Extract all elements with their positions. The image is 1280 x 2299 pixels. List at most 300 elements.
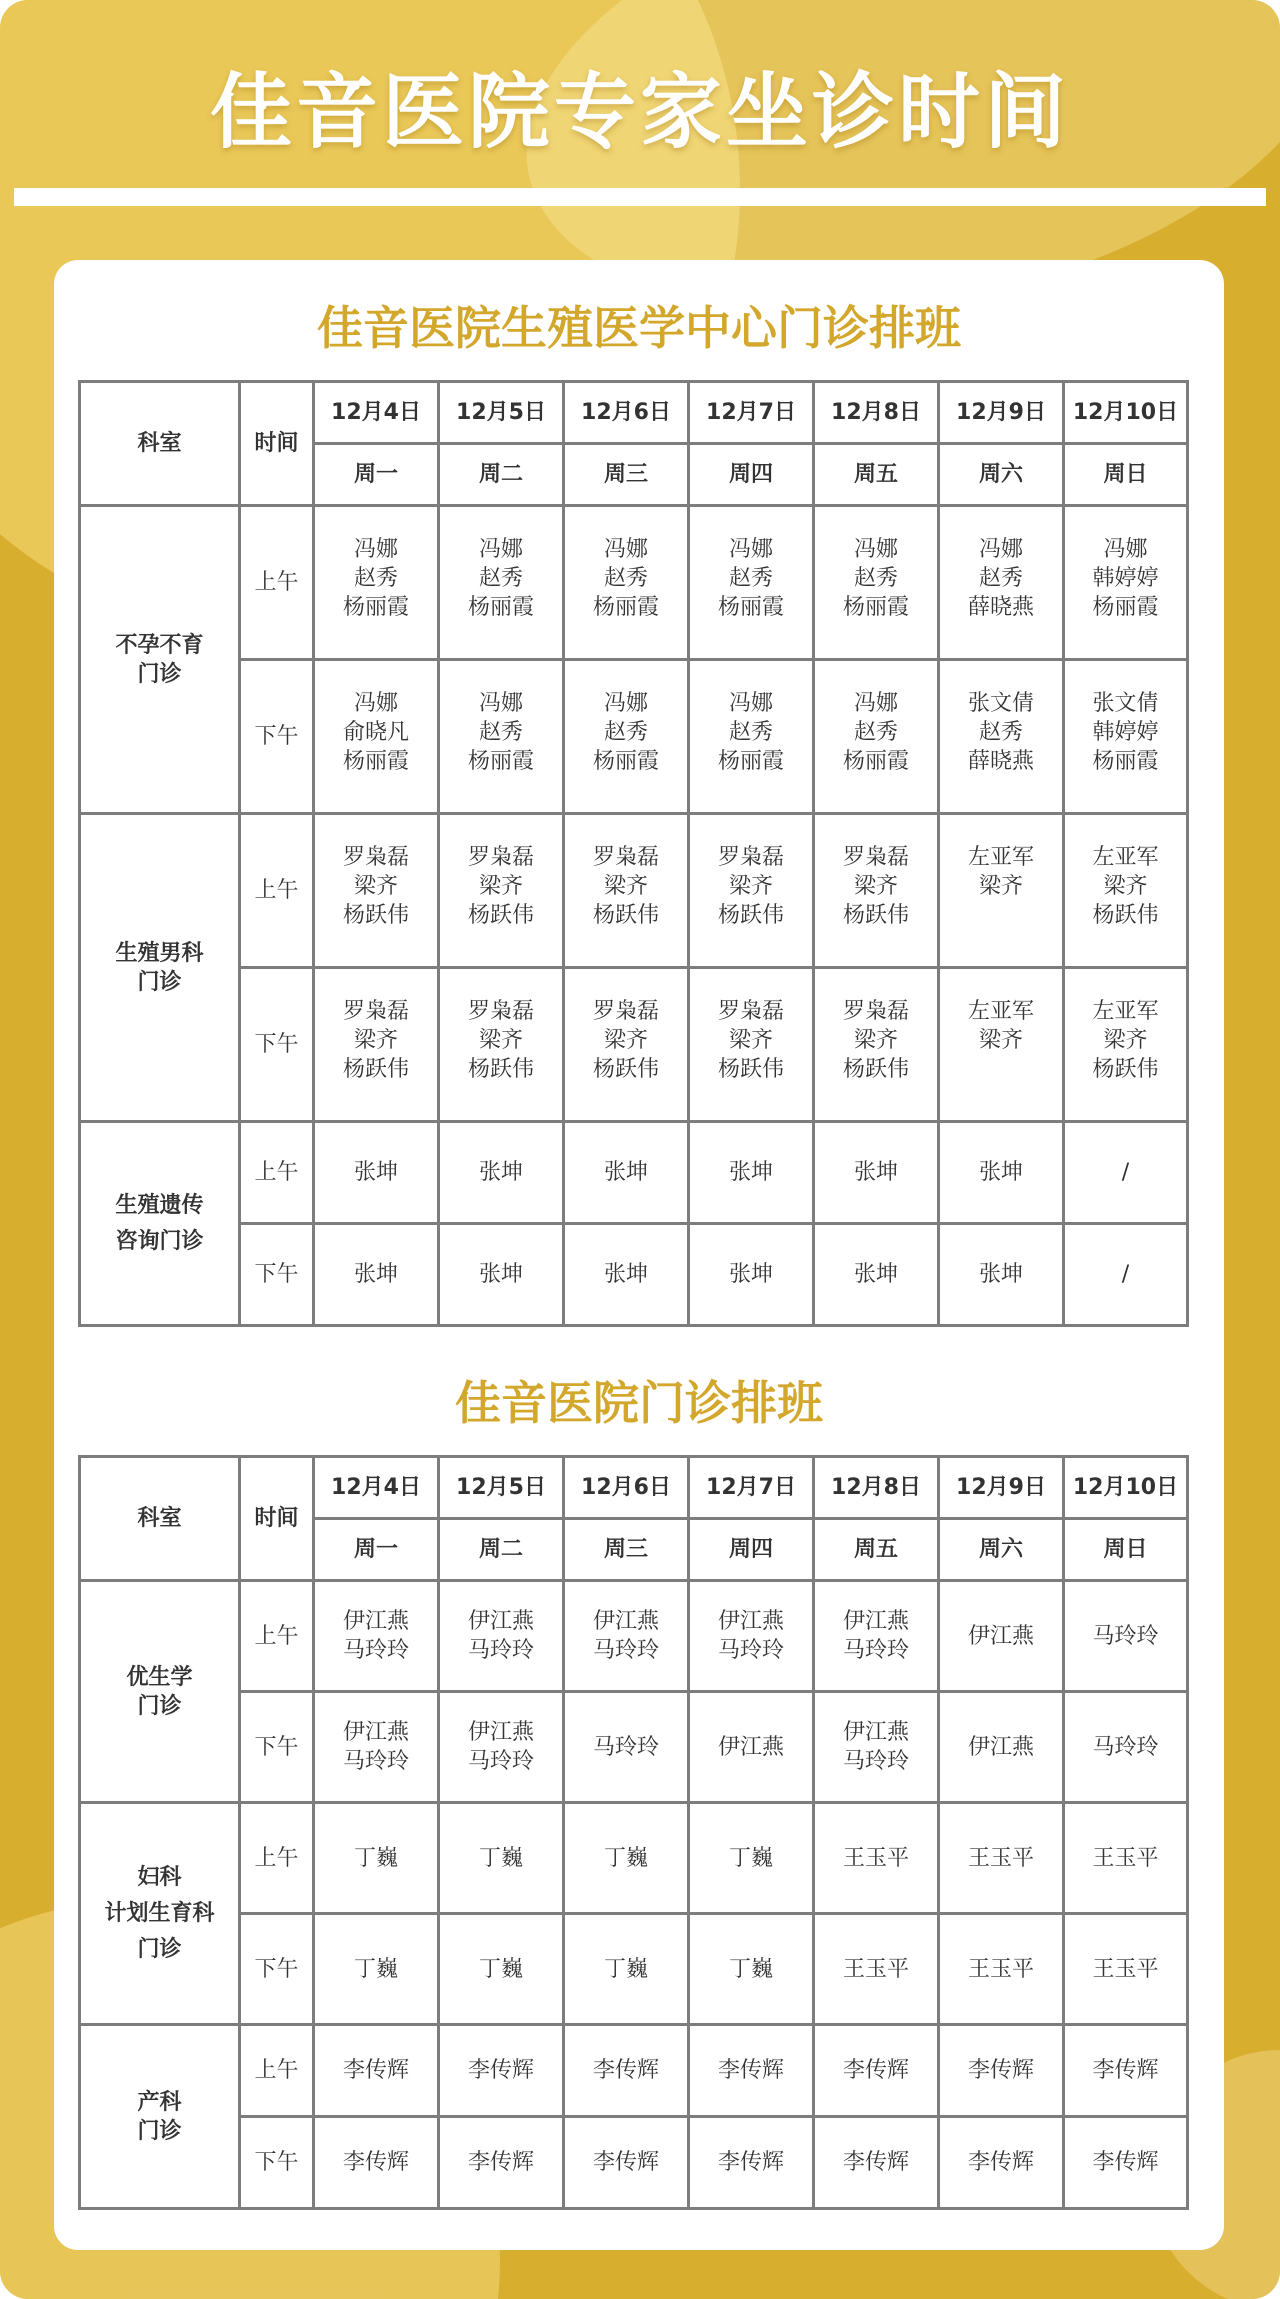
afternoon-label: 下午 [240, 2117, 314, 2209]
doctor-cell [939, 2025, 1064, 2117]
doctor-cell [814, 814, 939, 968]
doctor-cell [564, 1122, 689, 1224]
weekday-header: 周五 [814, 1519, 939, 1581]
doctor-name: 梁齐 [978, 1028, 1023, 1053]
header-divider [14, 188, 1266, 206]
doctor-name: 梁齐 [603, 874, 648, 899]
doctor-cell [1064, 1122, 1188, 1224]
doctor-cell [564, 1914, 689, 2025]
doctor-cell [1064, 1224, 1188, 1326]
doctor-name: 梁齐 [728, 1028, 773, 1053]
doctor-name: 杨跃伟 [342, 1057, 409, 1082]
doctor-name: 罗枭磊 [717, 999, 784, 1024]
doctor-name: 伊江燕 [342, 1720, 409, 1745]
dept-name-cell [80, 2025, 240, 2209]
doctor-cell [689, 814, 814, 968]
table-row [80, 1914, 1188, 2025]
dept-name-line: 产科 [137, 2089, 182, 2115]
morning-label: 上午 [240, 1803, 314, 1914]
dept-name-line: 计划生育科 [104, 1900, 215, 1926]
doctor-name: 梁齐 [478, 874, 523, 899]
doctor-name: 丁巍 [728, 1845, 773, 1871]
doctor-cell [564, 814, 689, 968]
doctor-name: 伊江燕 [842, 1609, 909, 1634]
table-row [80, 1224, 1188, 1326]
doctor-cell [1064, 660, 1188, 814]
doctor-name: 马玲玲 [342, 1749, 409, 1774]
outpatient-schedule-table [78, 1455, 1189, 2210]
doctor-cell [564, 1692, 689, 1803]
doctor-cell [814, 2025, 939, 2117]
doctor-name: 张坤 [853, 1160, 898, 1185]
doctor-name: 王玉平 [967, 1845, 1034, 1871]
doctor-cell [314, 1692, 439, 1803]
doctor-name: 张坤 [353, 1262, 398, 1287]
doctor-name: 罗枭磊 [592, 999, 659, 1024]
table-row [80, 1692, 1188, 1803]
doctor-cell [814, 660, 939, 814]
date-header: 12月5日 [439, 1457, 564, 1519]
doctor-cell [439, 1581, 564, 1692]
doctor-name: 李传辉 [1092, 2150, 1159, 2175]
table-row [80, 506, 1188, 660]
doctor-name: 马玲玲 [842, 1638, 909, 1663]
afternoon-label: 下午 [240, 1692, 314, 1803]
doctor-name: 罗枭磊 [592, 845, 659, 870]
dept-name-line: 生殖男科 [115, 940, 204, 966]
morning-label: 上午 [240, 506, 314, 660]
doctor-cell [439, 2025, 564, 2117]
doctor-name: 左亚军 [1092, 999, 1159, 1024]
doctor-name: 杨丽霞 [1092, 595, 1159, 620]
doctor-cell [814, 1914, 939, 2025]
doctor-name: 杨跃伟 [342, 903, 409, 928]
doctor-name: 冯娜 [1103, 537, 1148, 562]
date-header: 12月4日 [314, 1457, 439, 1519]
weekday-header: 周四 [689, 444, 814, 506]
doctor-name: 李传辉 [467, 2058, 534, 2083]
doctor-cell [689, 660, 814, 814]
weekday-header: 周日 [1064, 444, 1188, 506]
doctor-name: 伊江燕 [967, 1734, 1034, 1760]
weekday-header: 周六 [939, 1519, 1064, 1581]
dept-header: 科室 [80, 1457, 240, 1581]
date-header: 12月7日 [689, 1457, 814, 1519]
dept-header: 科室 [80, 382, 240, 506]
doctor-name: 张坤 [478, 1160, 523, 1185]
doctor-cell [439, 1803, 564, 1914]
doctor-name: 马玲玲 [1092, 1734, 1159, 1760]
morning-label: 上午 [240, 1122, 314, 1224]
doctor-name: 丁巍 [478, 1845, 523, 1871]
date-header: 12月4日 [314, 382, 439, 444]
doctor-cell [689, 1692, 814, 1803]
doctor-name: 伊江燕 [592, 1609, 659, 1634]
doctor-name: 冯娜 [728, 691, 773, 716]
doctor-name: 赵秀 [353, 566, 398, 591]
doctor-cell [814, 1581, 939, 1692]
doctor-name: 罗枭磊 [842, 999, 909, 1024]
doctor-name: 李传辉 [842, 2058, 909, 2083]
doctor-name: 赵秀 [478, 720, 523, 745]
doctor-name: 李传辉 [467, 2150, 534, 2175]
doctor-name: 左亚军 [967, 999, 1034, 1024]
afternoon-label: 下午 [240, 1224, 314, 1326]
weekday-header: 周五 [814, 444, 939, 506]
doctor-name: 王玉平 [1092, 1845, 1159, 1871]
doctor-name: 丁巍 [353, 1956, 398, 1982]
doctor-cell [939, 1914, 1064, 2025]
doctor-cell [939, 1122, 1064, 1224]
doctor-name: 马玲玲 [592, 1638, 659, 1663]
doctor-name: 李传辉 [717, 2150, 784, 2175]
doctor-name: 马玲玲 [467, 1638, 534, 1663]
doctor-cell [439, 1224, 564, 1326]
doctor-name: 冯娜 [478, 691, 523, 716]
doctor-name: 张坤 [853, 1262, 898, 1287]
date-header: 12月10日 [1064, 1457, 1188, 1519]
doctor-name: 冯娜 [978, 537, 1023, 562]
dept-name-line: 门诊 [137, 1693, 182, 1719]
weekday-header: 周四 [689, 1519, 814, 1581]
doctor-name: 赵秀 [853, 720, 898, 745]
doctor-name: 杨跃伟 [717, 903, 784, 928]
morning-label: 上午 [240, 814, 314, 968]
doctor-name: 杨丽霞 [467, 749, 534, 774]
date-header: 12月8日 [814, 382, 939, 444]
dept-name-line: 门诊 [137, 661, 182, 687]
doctor-cell [564, 1803, 689, 1914]
doctor-name: 伊江燕 [467, 1609, 534, 1634]
weekday-header: 周日 [1064, 1519, 1188, 1581]
date-header: 12月6日 [564, 382, 689, 444]
dept-name-line: 咨询门诊 [115, 1228, 204, 1254]
doctor-cell [439, 968, 564, 1122]
doctor-name: 左亚军 [1092, 845, 1159, 870]
doctor-name: 王玉平 [842, 1956, 909, 1982]
doctor-cell [939, 1692, 1064, 1803]
doctor-name: 马玲玲 [842, 1749, 909, 1774]
afternoon-label: 下午 [240, 1914, 314, 2025]
doctor-cell [1064, 2025, 1188, 2117]
header-row [80, 1457, 1188, 1519]
doctor-name: 赵秀 [478, 566, 523, 591]
doctor-name: 杨跃伟 [467, 903, 534, 928]
doctor-cell [439, 1122, 564, 1224]
doctor-name: 杨丽霞 [592, 595, 659, 620]
doctor-name: 杨跃伟 [1092, 903, 1159, 928]
dept-name-cell [80, 1803, 240, 2025]
weekday-header: 周一 [314, 1519, 439, 1581]
dept-name-line: 门诊 [137, 1936, 182, 1962]
doctor-name: 伊江燕 [467, 1720, 534, 1745]
doctor-name: 梁齐 [1103, 874, 1148, 899]
doctor-cell [689, 1581, 814, 1692]
fertility-schedule-table [78, 380, 1189, 1327]
doctor-name: 杨跃伟 [717, 1057, 784, 1082]
doctor-name: 梁齐 [1103, 1028, 1148, 1053]
doctor-cell [1064, 506, 1188, 660]
weekday-header: 周二 [439, 444, 564, 506]
doctor-name: 赵秀 [853, 566, 898, 591]
doctor-cell [939, 814, 1064, 968]
doctor-name: 李传辉 [967, 2058, 1034, 2083]
doctor-name: 伊江燕 [842, 1720, 909, 1745]
doctor-name: 韩婷婷 [1092, 566, 1159, 591]
doctor-name: 杨跃伟 [592, 903, 659, 928]
doctor-name: 冯娜 [353, 691, 398, 716]
doctor-name: 梁齐 [353, 1028, 398, 1053]
doctor-cell [1064, 1581, 1188, 1692]
doctor-cell [439, 2117, 564, 2209]
doctor-name: 王玉平 [1092, 1956, 1159, 1982]
doctor-cell [939, 660, 1064, 814]
doctor-name: 杨丽霞 [842, 749, 909, 774]
doctor-name: 张坤 [603, 1160, 648, 1185]
doctor-cell [689, 1224, 814, 1326]
date-header: 12月7日 [689, 382, 814, 444]
doctor-name: 杨跃伟 [467, 1057, 534, 1082]
doctor-name: 杨丽霞 [842, 595, 909, 620]
doctor-cell [939, 506, 1064, 660]
doctor-name: 罗枭磊 [467, 999, 534, 1024]
doctor-name: 马玲玲 [592, 1734, 659, 1760]
doctor-name: 薛晓燕 [967, 595, 1034, 620]
dept-name-cell [80, 814, 240, 1122]
doctor-name: 丁巍 [603, 1956, 648, 1982]
doctor-name: 丁巍 [603, 1845, 648, 1871]
time-header: 时间 [240, 1457, 314, 1581]
dept-name-line: 生殖遗传 [115, 1192, 204, 1218]
doctor-cell [814, 1122, 939, 1224]
doctor-name: 王玉平 [967, 1956, 1034, 1982]
doctor-cell [814, 2117, 939, 2209]
doctor-name: 李传辉 [592, 2150, 659, 2175]
doctor-name: 梁齐 [728, 874, 773, 899]
doctor-cell [564, 506, 689, 660]
doctor-name: 赵秀 [978, 720, 1023, 745]
table-row [80, 1122, 1188, 1224]
doctor-cell [314, 968, 439, 1122]
outpatient-section-title: 佳音医院门诊排班 [455, 1376, 823, 1430]
doctor-name: 伊江燕 [717, 1734, 784, 1760]
doctor-name: 李传辉 [592, 2058, 659, 2083]
doctor-name: 张坤 [353, 1160, 398, 1185]
table-row [80, 2025, 1188, 2117]
doctor-name: 杨丽霞 [592, 749, 659, 774]
doctor-name: 杨丽霞 [342, 749, 409, 774]
page-title: 佳音医院专家坐诊时间 [209, 65, 1070, 160]
doctor-name: 罗枭磊 [842, 845, 909, 870]
doctor-cell [564, 968, 689, 1122]
date-header: 12月5日 [439, 382, 564, 444]
doctor-name: 马玲玲 [717, 1638, 784, 1663]
table-row [80, 660, 1188, 814]
doctor-name: 赵秀 [728, 720, 773, 745]
doctor-name: 罗枭磊 [717, 845, 784, 870]
doctor-name: 罗枭磊 [342, 845, 409, 870]
doctor-cell [314, 1224, 439, 1326]
doctor-cell [439, 506, 564, 660]
fertility-section-title: 佳音医院生殖医学中心门诊排班 [317, 301, 961, 355]
afternoon-label: 下午 [240, 660, 314, 814]
doctor-cell [564, 1581, 689, 1692]
doctor-cell [1064, 968, 1188, 1122]
dept-name-line: 优生学 [126, 1664, 193, 1690]
doctor-name: / [1121, 1262, 1130, 1287]
doctor-cell [939, 1581, 1064, 1692]
doctor-name: 罗枭磊 [467, 845, 534, 870]
doctor-name: 张文倩 [967, 691, 1034, 716]
doctor-name: 李传辉 [1092, 2058, 1159, 2083]
doctor-name: 李传辉 [342, 2058, 409, 2083]
doctor-cell [689, 2117, 814, 2209]
doctor-name: 马玲玲 [467, 1749, 534, 1774]
doctor-name: 张坤 [978, 1262, 1023, 1287]
doctor-cell [1064, 1692, 1188, 1803]
doctor-name: 梁齐 [853, 1028, 898, 1053]
doctor-name: 李传辉 [842, 2150, 909, 2175]
dept-name-line: 不孕不育 [115, 632, 204, 658]
weekday-header: 周六 [939, 444, 1064, 506]
doctor-name: 梁齐 [978, 874, 1023, 899]
doctor-name: 赵秀 [728, 566, 773, 591]
doctor-name: 丁巍 [353, 1845, 398, 1871]
doctor-cell [314, 1122, 439, 1224]
doctor-cell [939, 1224, 1064, 1326]
doctor-cell [689, 1803, 814, 1914]
doctor-name: 薛晓燕 [967, 749, 1034, 774]
doctor-cell [689, 1122, 814, 1224]
doctor-cell [314, 660, 439, 814]
doctor-cell [689, 2025, 814, 2117]
afternoon-label: 下午 [240, 968, 314, 1122]
table-row [80, 814, 1188, 968]
doctor-name: 张坤 [728, 1160, 773, 1185]
doctor-name: 王玉平 [842, 1845, 909, 1871]
doctor-name: 李传辉 [342, 2150, 409, 2175]
doctor-name: 梁齐 [853, 874, 898, 899]
date-header: 12月10日 [1064, 382, 1188, 444]
date-header: 12月9日 [939, 1457, 1064, 1519]
doctor-cell [939, 2117, 1064, 2209]
schedule-panel [54, 260, 1224, 2250]
time-header: 时间 [240, 382, 314, 506]
date-header: 12月8日 [814, 1457, 939, 1519]
doctor-name: 伊江燕 [717, 1609, 784, 1634]
doctor-cell [564, 660, 689, 814]
doctor-name: 韩婷婷 [1092, 720, 1159, 745]
doctor-name: 左亚军 [967, 845, 1034, 870]
doctor-cell [314, 506, 439, 660]
doctor-name: 杨丽霞 [717, 595, 784, 620]
doctor-cell [564, 1224, 689, 1326]
doctor-name: 张坤 [603, 1262, 648, 1287]
doctor-cell [564, 2025, 689, 2117]
doctor-name: 杨跃伟 [592, 1057, 659, 1082]
header-row [80, 382, 1188, 444]
doctor-cell [1064, 1914, 1188, 2025]
doctor-name: 张坤 [478, 1262, 523, 1287]
doctor-name: 冯娜 [353, 537, 398, 562]
weekday-header: 周三 [564, 444, 689, 506]
doctor-name: 丁巍 [728, 1956, 773, 1982]
doctor-name: 杨丽霞 [467, 595, 534, 620]
doctor-name: 马玲玲 [1092, 1623, 1159, 1649]
morning-label: 上午 [240, 1581, 314, 1692]
dept-name-line: 门诊 [137, 969, 182, 995]
doctor-name: 杨跃伟 [842, 903, 909, 928]
doctor-cell [314, 2117, 439, 2209]
doctor-cell [1064, 2117, 1188, 2209]
doctor-cell [814, 1224, 939, 1326]
doctor-cell [314, 814, 439, 968]
doctor-cell [689, 968, 814, 1122]
doctor-name: / [1121, 1160, 1130, 1185]
doctor-cell [689, 1914, 814, 2025]
doctor-name: 赵秀 [978, 566, 1023, 591]
dept-name-line: 门诊 [137, 2118, 182, 2144]
table-row [80, 2117, 1188, 2209]
doctor-cell [939, 968, 1064, 1122]
doctor-cell [439, 660, 564, 814]
doctor-name: 杨跃伟 [842, 1057, 909, 1082]
doctor-name: 张坤 [978, 1160, 1023, 1185]
doctor-name: 杨丽霞 [717, 749, 784, 774]
weekday-header: 周二 [439, 1519, 564, 1581]
doctor-cell [939, 1803, 1064, 1914]
doctor-name: 张坤 [728, 1262, 773, 1287]
weekday-header: 周三 [564, 1519, 689, 1581]
doctor-name: 冯娜 [603, 537, 648, 562]
doctor-name: 伊江燕 [967, 1623, 1034, 1649]
doctor-name: 李传辉 [717, 2058, 784, 2083]
doctor-cell [439, 814, 564, 968]
doctor-cell [814, 1692, 939, 1803]
doctor-name: 伊江燕 [342, 1609, 409, 1634]
doctor-cell [439, 1914, 564, 2025]
doctor-name: 杨跃伟 [1092, 1057, 1159, 1082]
doctor-name: 罗枭磊 [342, 999, 409, 1024]
doctor-cell [314, 2025, 439, 2117]
doctor-name: 张文倩 [1092, 691, 1159, 716]
doctor-name: 李传辉 [967, 2150, 1034, 2175]
doctor-name: 马玲玲 [342, 1638, 409, 1663]
doctor-name: 梁齐 [353, 874, 398, 899]
table-row [80, 1803, 1188, 1914]
date-header: 12月9日 [939, 382, 1064, 444]
doctor-cell [814, 968, 939, 1122]
doctor-name: 梁齐 [603, 1028, 648, 1053]
doctor-cell [1064, 1803, 1188, 1914]
doctor-cell [314, 1803, 439, 1914]
morning-label: 上午 [240, 2025, 314, 2117]
doctor-cell [814, 506, 939, 660]
doctor-cell [1064, 814, 1188, 968]
doctor-name: 俞晓凡 [342, 720, 409, 745]
doctor-cell [564, 2117, 689, 2209]
doctor-name: 杨丽霞 [342, 595, 409, 620]
doctor-name: 杨丽霞 [1092, 749, 1159, 774]
doctor-cell [314, 1914, 439, 2025]
doctor-name: 冯娜 [853, 537, 898, 562]
doctor-name: 丁巍 [478, 1956, 523, 1982]
table-row [80, 1581, 1188, 1692]
doctor-cell [314, 1581, 439, 1692]
doctor-name: 冯娜 [603, 691, 648, 716]
table-row [80, 968, 1188, 1122]
doctor-cell [689, 506, 814, 660]
